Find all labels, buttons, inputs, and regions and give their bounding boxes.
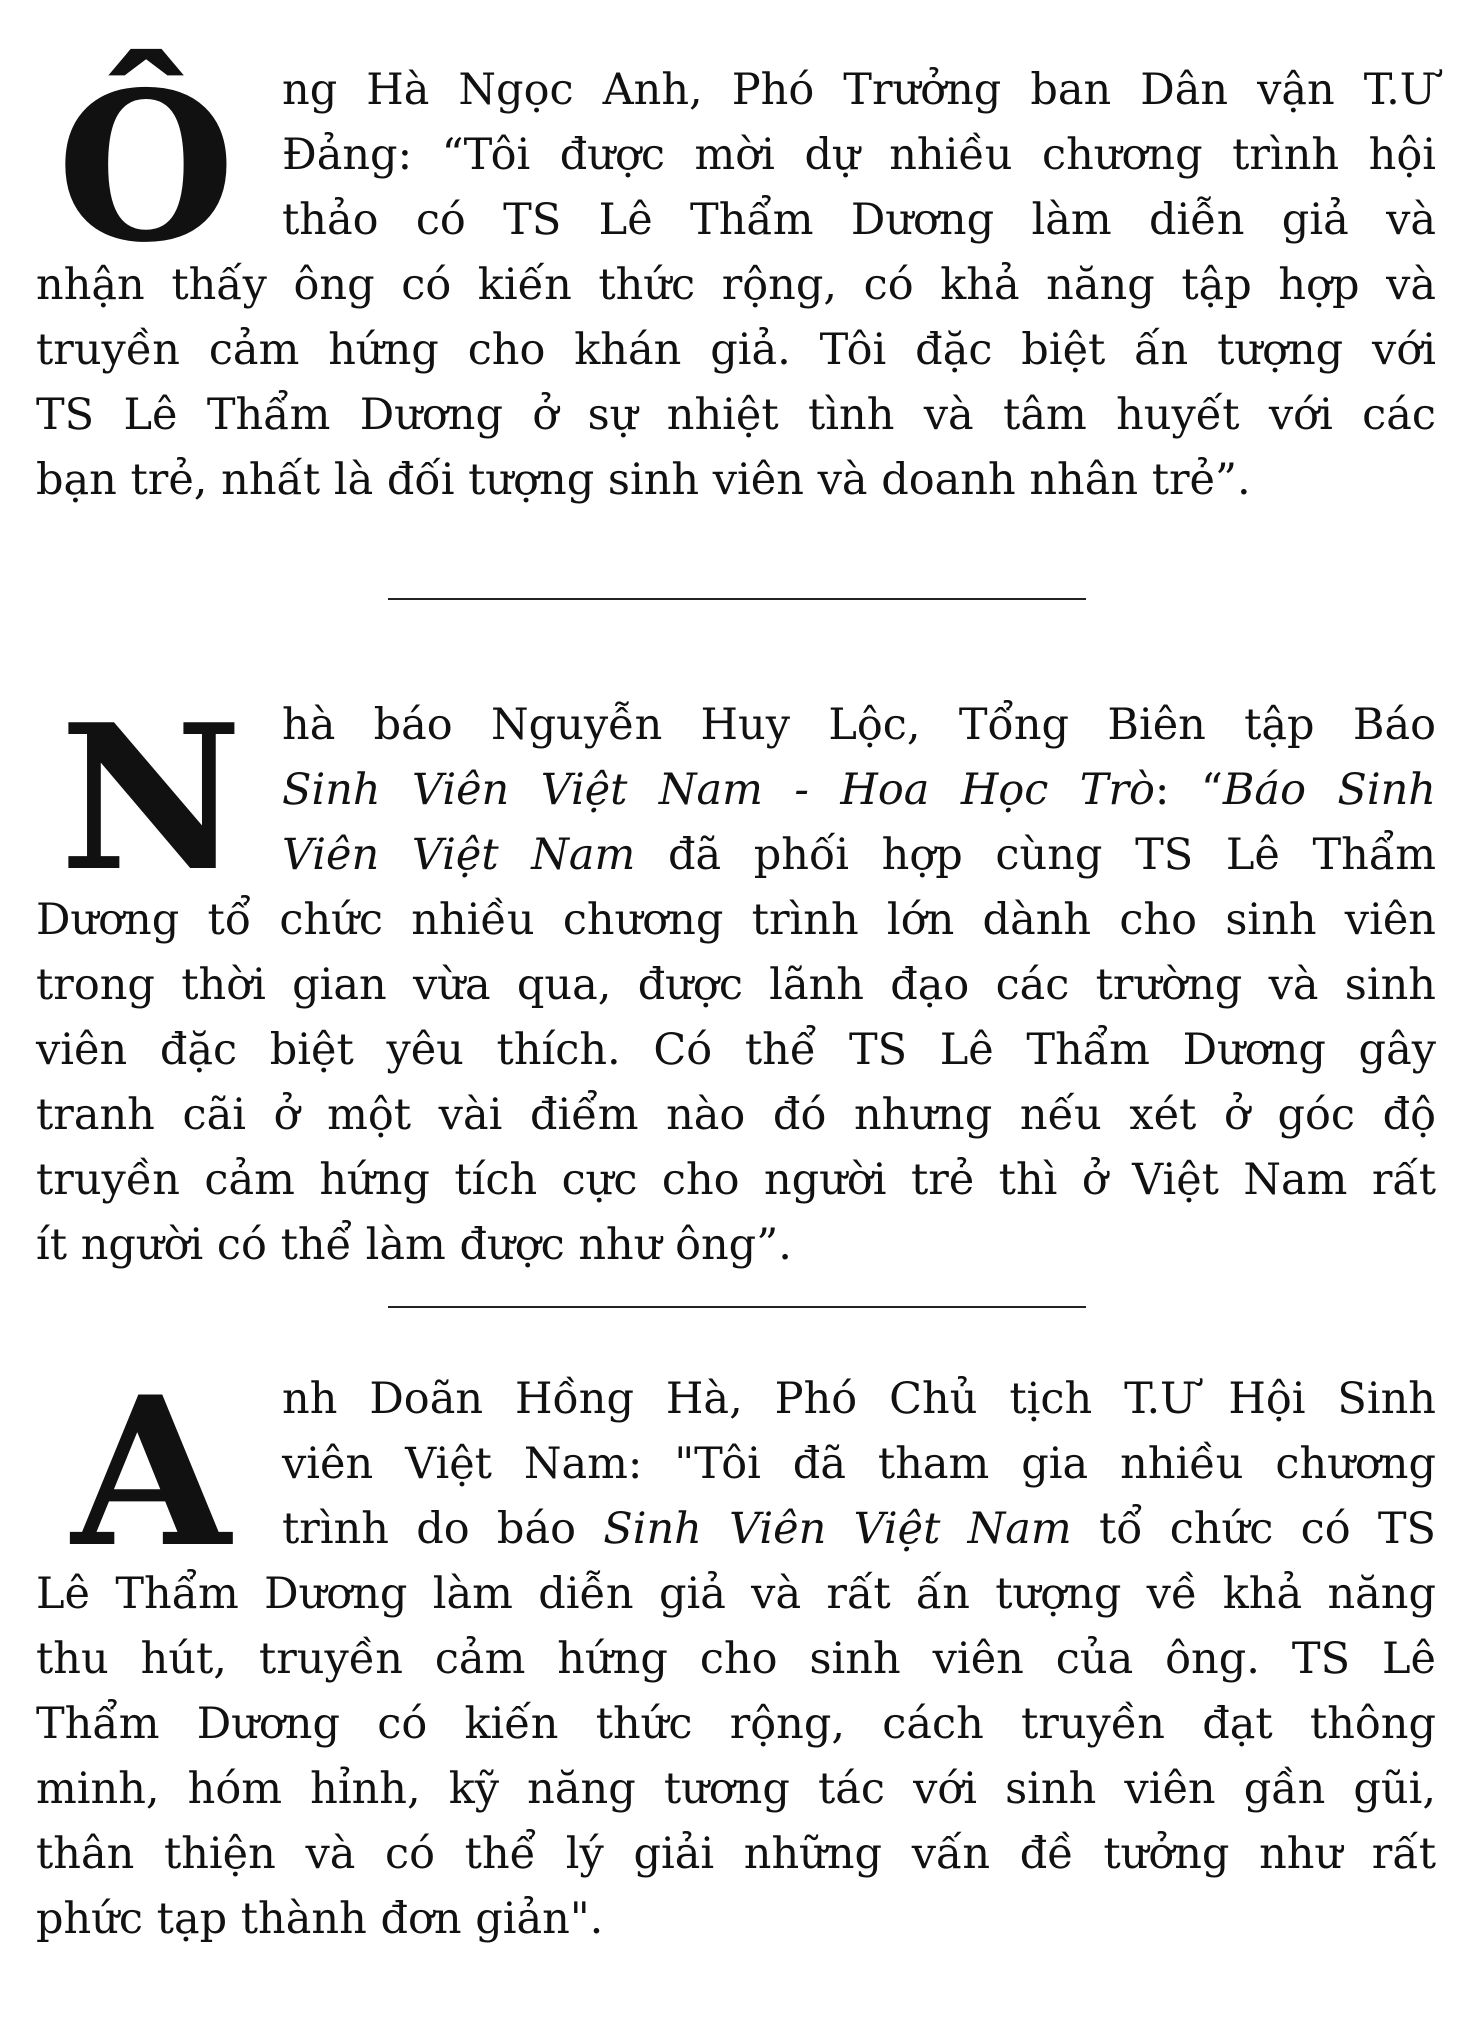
text-line — [36, 1627, 1436, 1692]
text-run: thân thiện và có thể lý giải những vấn đề tưởng như rất — [36, 1829, 1436, 1879]
publication-name: Sinh Viên Việt Nam — [603, 1504, 1072, 1554]
text-run: trình do báo — [282, 1504, 604, 1554]
section-divider — [388, 1306, 1086, 1308]
testimonial-ha-ngoc-anh — [36, 48, 1436, 513]
text-run: Lê Thẩm Dương làm diễn giả và rất ấn tượng về khả năng — [36, 1569, 1436, 1619]
text-line — [36, 1018, 1436, 1083]
publication-name: Sinh Viên Việt Nam - Hoa Học Trò — [282, 765, 1155, 815]
text-run: nhận thấy ông có kiến thức rộng, có khả năng tập hợp và — [36, 260, 1436, 310]
text-run: viên Việt Nam: "Tôi đã tham gia nhiều chương — [282, 1439, 1436, 1489]
text-run: Dương tổ chức nhiều chương trình lớn dành cho sinh viên — [36, 895, 1436, 945]
text-run: : “ — [1154, 765, 1223, 815]
text-line — [36, 383, 1436, 448]
text-run: minh, hóm hỉnh, kỹ năng tương tác với sinh viên gần gũi, — [36, 1764, 1436, 1814]
text-line — [36, 953, 1436, 1018]
text-run: tổ chức có TS — [1071, 1504, 1436, 1554]
quoted-italic: Báo Sinh — [1222, 765, 1436, 815]
text-line — [36, 1757, 1436, 1822]
text-run: đã phối hợp cùng TS Lê Thẩm — [635, 830, 1436, 880]
text-line — [36, 1822, 1436, 1887]
text-run: trong thời gian vừa qua, được lãnh đạo các trường và sinh — [36, 960, 1436, 1010]
text-run: viên đặc biệt yêu thích. Có thể TS Lê Thẩm Dương gây — [36, 1025, 1436, 1075]
text-line — [36, 1562, 1436, 1627]
text-run: ít người có thể làm được như ông”. — [36, 1220, 792, 1270]
dropcap-letter: N — [59, 681, 243, 916]
text-run: tranh cãi ở một vài điểm nào đó nhưng nếu xét ở góc độ — [36, 1090, 1436, 1140]
text-line — [36, 1213, 1436, 1278]
text-run: ng Hà Ngọc Anh, Phó Trưởng ban Dân vận T.Ư — [282, 65, 1436, 115]
text-run: bạn trẻ, nhất là đối tượng sinh viên và doanh nhân trẻ”. — [36, 455, 1251, 505]
text-line — [36, 318, 1436, 383]
text-line — [36, 888, 1436, 953]
text-run: nh Doãn Hồng Hà, Phó Chủ tịch T.Ư Hội Sinh — [282, 1374, 1436, 1424]
text-line — [36, 1887, 1436, 1952]
text-run: Thẩm Dương có kiến thức rộng, cách truyền đạt thông — [36, 1699, 1436, 1749]
text-run: thu hút, truyền cảm hứng cho sinh viên của ông. TS Lê — [36, 1634, 1436, 1684]
text-run: TS Lê Thẩm Dương ở sự nhiệt tình và tâm huyết với các — [36, 390, 1436, 440]
text-run: truyền cảm hứng tích cực cho người trẻ thì ở Việt Nam rất — [36, 1155, 1436, 1205]
text-line — [36, 1692, 1436, 1757]
text-run: truyền cảm hứng cho khán giả. Tôi đặc biệt ấn tượng với — [36, 325, 1436, 375]
text-line — [36, 1083, 1436, 1148]
text-run: Đảng: “Tôi được mời dự nhiều chương trình hội — [282, 130, 1436, 180]
text-run: hà báo Nguyễn Huy Lộc, Tổng Biên tập Báo — [282, 700, 1436, 750]
section-divider — [388, 598, 1086, 600]
text-line — [36, 448, 1436, 513]
testimonial-doan-hong-ha — [36, 1353, 1436, 1952]
dropcap-letter: A — [71, 1353, 231, 1593]
text-line — [36, 1148, 1436, 1213]
text-run: thảo có TS Lê Thẩm Dương làm diễn giả và — [282, 195, 1436, 245]
testimonial-nguyen-huy-loc — [36, 681, 1436, 1278]
dropcap-letter: Ô — [56, 48, 236, 288]
publication-name: Viên Việt Nam — [282, 830, 636, 880]
text-run: phức tạp thành đơn giản". — [36, 1894, 604, 1944]
